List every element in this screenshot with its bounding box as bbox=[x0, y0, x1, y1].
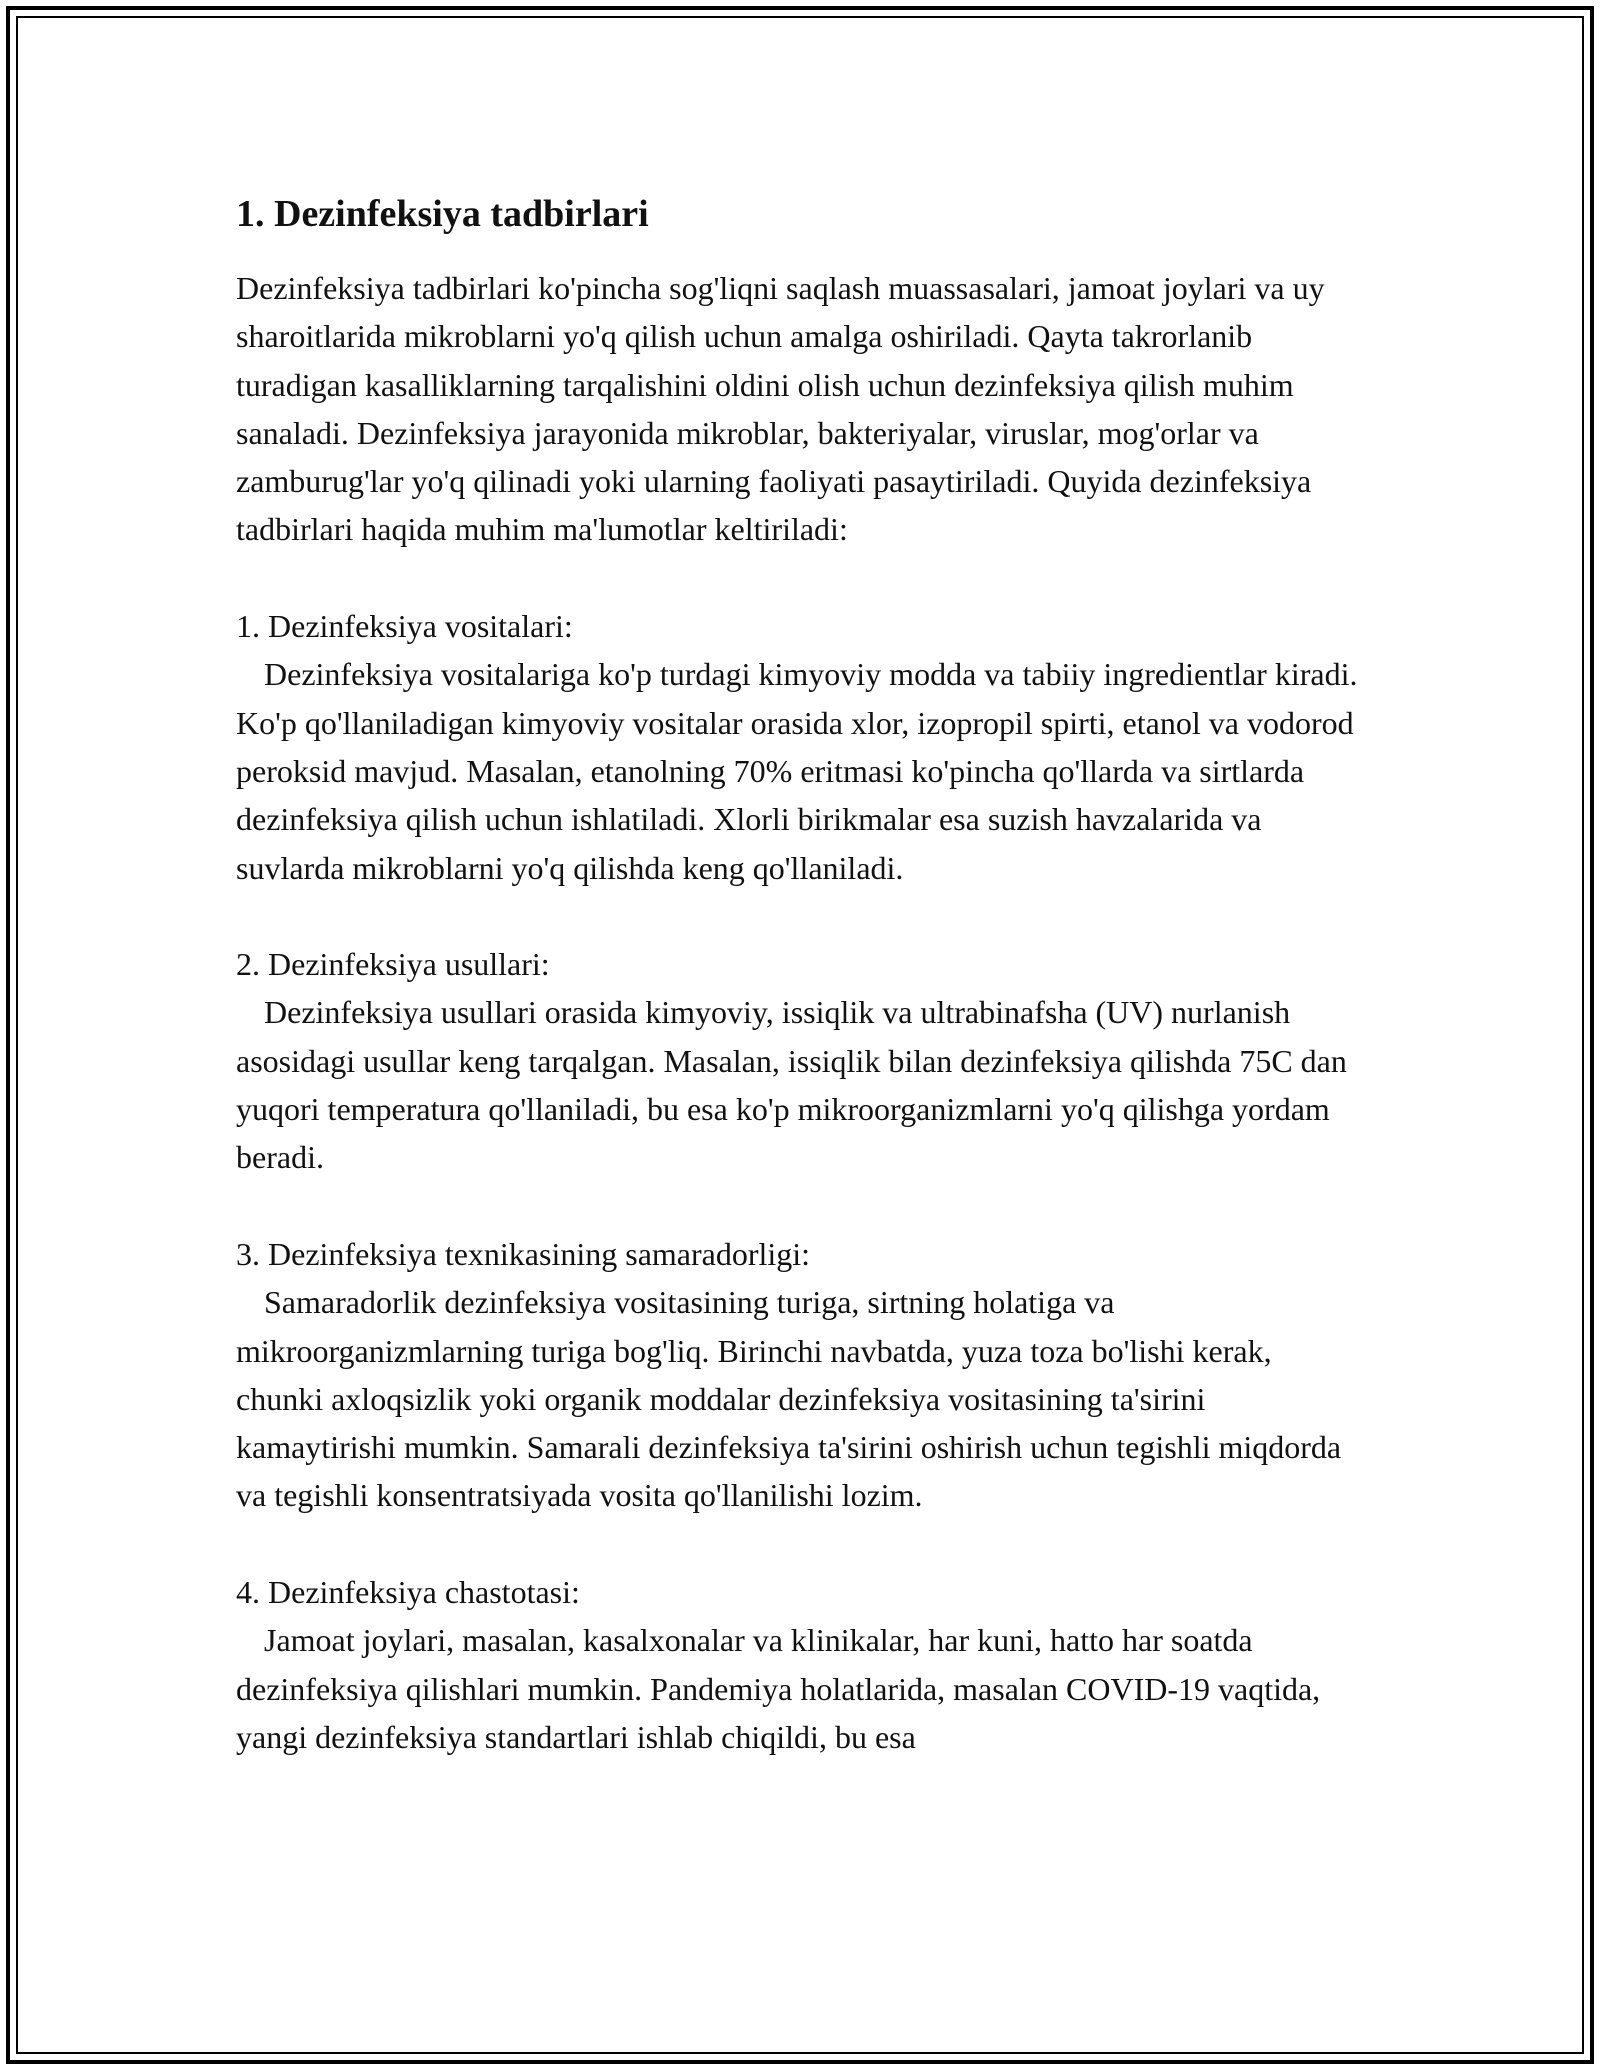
section-vositalari bbox=[236, 602, 1366, 892]
section-samaradorligi bbox=[236, 1230, 1366, 1520]
section-heading: 1. Dezinfeksiya vositalari: bbox=[236, 608, 573, 645]
section-body: Dezinfeksiya usullari orasida kimyoviy, issiqlik va ultrabinafsha (UV) nurlanish asosidagi usullar keng tarqalgan. Masalan, issiqlik bilan dezinfeksiya qilishda 75C dan yuqori temperatura qo'llaniladi, bu esa ko'p mikroorganizmlarni yo'q qilishga yordam beradi. bbox=[236, 994, 1347, 1176]
section-body: Samaradorlik dezinfeksiya vositasining turiga, sirtning holatiga va mikroorganizmlarning turiga bog'liq. Birinchi navbatda, yuza toza bo'lishi kerak, chunki axloqsizlik yoki organik moddalar dezinfeksiya vositasining ta'sirini kamaytirishi mumkin. Samarali dezinfeksiya ta'sirini oshirish uchun tegishli miqdorda va tegishli konsentratsiyada vosita qo'llanilishi lozim. bbox=[236, 1284, 1342, 1514]
intro-paragraph: Dezinfeksiya tadbirlari ko'pincha sog'liqni saqlash muassasalari, jamoat joylari va uy sharoitlarida mikroblarni yo'q qilish uchun amalga oshiriladi. Qayta takrorlanib turadigan kasalliklarning tarqalishini oldini olish uchun dezinfeksiya qilish muhim sanaladi. Dezinfeksiya jarayonida mikroblar, bakteriyalar, viruslar, mog'orlar va zamburug'lar yo'q qilinadi yoki ularning faoliyati pasaytiriladi. Quyida dezinfeksiya tadbirlari haqida muhim ma'lumotlar keltiriladi: bbox=[236, 270, 1325, 548]
section-body: Dezinfeksiya vositalariga ko'p turdagi kimyoviy modda va tabiiy ingredientlar kiradi. Ko'p qo'llaniladigan kimyoviy vositalar orasida xlor, izopropil spirti, etanol va vodorod peroksid mavjud. Masalan, etanolning 70% eritmasi ko'pincha qo'llarda va sirtlarda dezinfeksiya qilish uchun ishlatiladi. Xlorli birikmalar esa suzish havzalarida va suvlarda mikroblarni yo'q qilishda keng qo'llaniladi. bbox=[236, 656, 1358, 886]
section-body: Jamoat joylari, masalan, kasalxonalar va klinikalar, har kuni, hatto har soatda dezinfeksiya qilishlari mumkin. Pandemiya holatlarida, masalan COVID-19 vaqtida, yangi dezinfeksiya standartlari ishlab chiqildi, bu esa bbox=[236, 1622, 1321, 1755]
document-title: 1. Dezinfeksiya tadbirlari bbox=[236, 193, 649, 235]
section-heading: 3. Dezinfeksiya texnikasining samaradorligi: bbox=[236, 1235, 811, 1272]
document-body bbox=[236, 190, 1366, 1761]
section-usullari bbox=[236, 940, 1366, 1181]
section-heading: 2. Dezinfeksiya usullari: bbox=[236, 946, 550, 983]
section-heading: 4. Dezinfeksiya chastotasi: bbox=[236, 1574, 580, 1611]
section-chastotasi bbox=[236, 1568, 1366, 1761]
